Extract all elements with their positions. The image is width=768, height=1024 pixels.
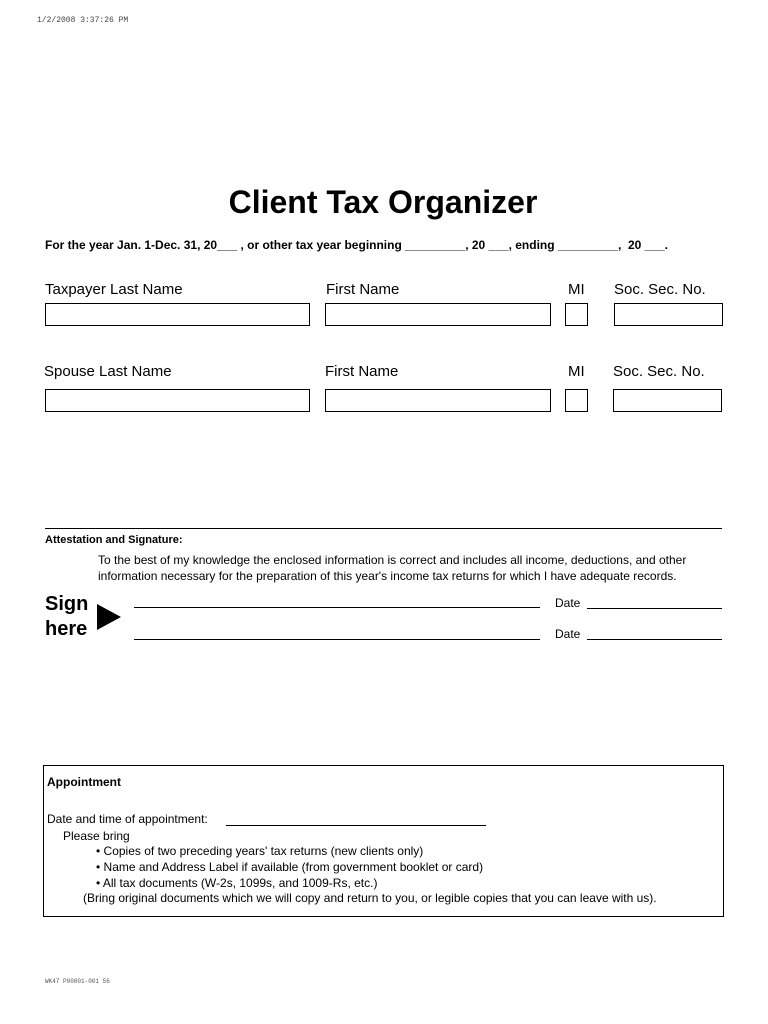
spouse-mi-label: MI — [568, 363, 585, 380]
signature-line-2[interactable] — [134, 639, 540, 640]
bring-note: (Bring original documents which we will copy and return to you, or legible copies that you can leave with us). — [83, 891, 657, 905]
attestation-divider — [45, 528, 722, 529]
bring-item-3: • All tax documents (W-2s, 1099s, and 1009-Rs, etc.) — [96, 876, 378, 890]
sign-label-line1: Sign — [45, 593, 89, 615]
attestation-heading: Attestation and Signature: — [45, 534, 183, 546]
date-label-2: Date — [555, 627, 581, 641]
spouse-ssn-label: Soc. Sec. No. — [613, 363, 705, 380]
appointment-title: Appointment — [47, 775, 121, 789]
taxpayer-last-name-field[interactable] — [45, 303, 310, 326]
attestation-text: To the best of my knowledge the enclosed information is correct and includes all income, deductions, and other information necessary for the preparation of this year's income tax returns for which I have adequate records. — [98, 553, 687, 583]
please-bring-label: Please bring — [63, 829, 130, 843]
page-title: Client Tax Organizer — [228, 184, 538, 220]
spouse-mi-field[interactable] — [565, 389, 588, 412]
sign-here-label — [45, 592, 88, 642]
taxpayer-mi-label: MI — [568, 281, 585, 298]
spouse-first-name-field[interactable] — [325, 389, 551, 412]
appointment-date-time-line[interactable] — [226, 825, 486, 826]
signature-line-1[interactable] — [134, 607, 540, 608]
date-label-1: Date — [555, 596, 581, 610]
spouse-ssn-field[interactable] — [613, 389, 722, 412]
taxpayer-ssn-field[interactable] — [614, 303, 723, 326]
taxpayer-last-name-label: Taxpayer Last Name — [45, 281, 183, 298]
taxpayer-first-name-label: First Name — [326, 281, 400, 298]
spouse-first-name-label: First Name — [325, 363, 399, 380]
date-line-2[interactable] — [587, 639, 722, 640]
taxpayer-ssn-label: Soc. Sec. No. — [614, 281, 706, 298]
date-line-1[interactable] — [587, 608, 722, 609]
arrow-right-icon — [97, 604, 121, 630]
appointment-date-time-label: Date and time of appointment: — [47, 812, 208, 826]
taxpayer-mi-field[interactable] — [565, 303, 588, 326]
sign-label-line2: here — [45, 618, 88, 640]
bring-item-2: • Name and Address Label if available (from government booklet or card) — [96, 860, 484, 874]
spouse-last-name-field[interactable] — [45, 389, 310, 412]
print-timestamp: 1/2/2008 3:37:26 PM — [37, 16, 129, 25]
taxpayer-first-name-field[interactable] — [325, 303, 551, 326]
form-code: WK47 P00001-001 56 — [45, 978, 110, 985]
spouse-last-name-label: Spouse Last Name — [44, 363, 172, 380]
bring-item-1: • Copies of two preceding years' tax returns (new clients only) — [96, 844, 424, 858]
tax-year-line: For the year Jan. 1-Dec. 31, 20___ , or other tax year beginning _________, 20 ___, ending _________, 20 ___. — [45, 238, 669, 252]
